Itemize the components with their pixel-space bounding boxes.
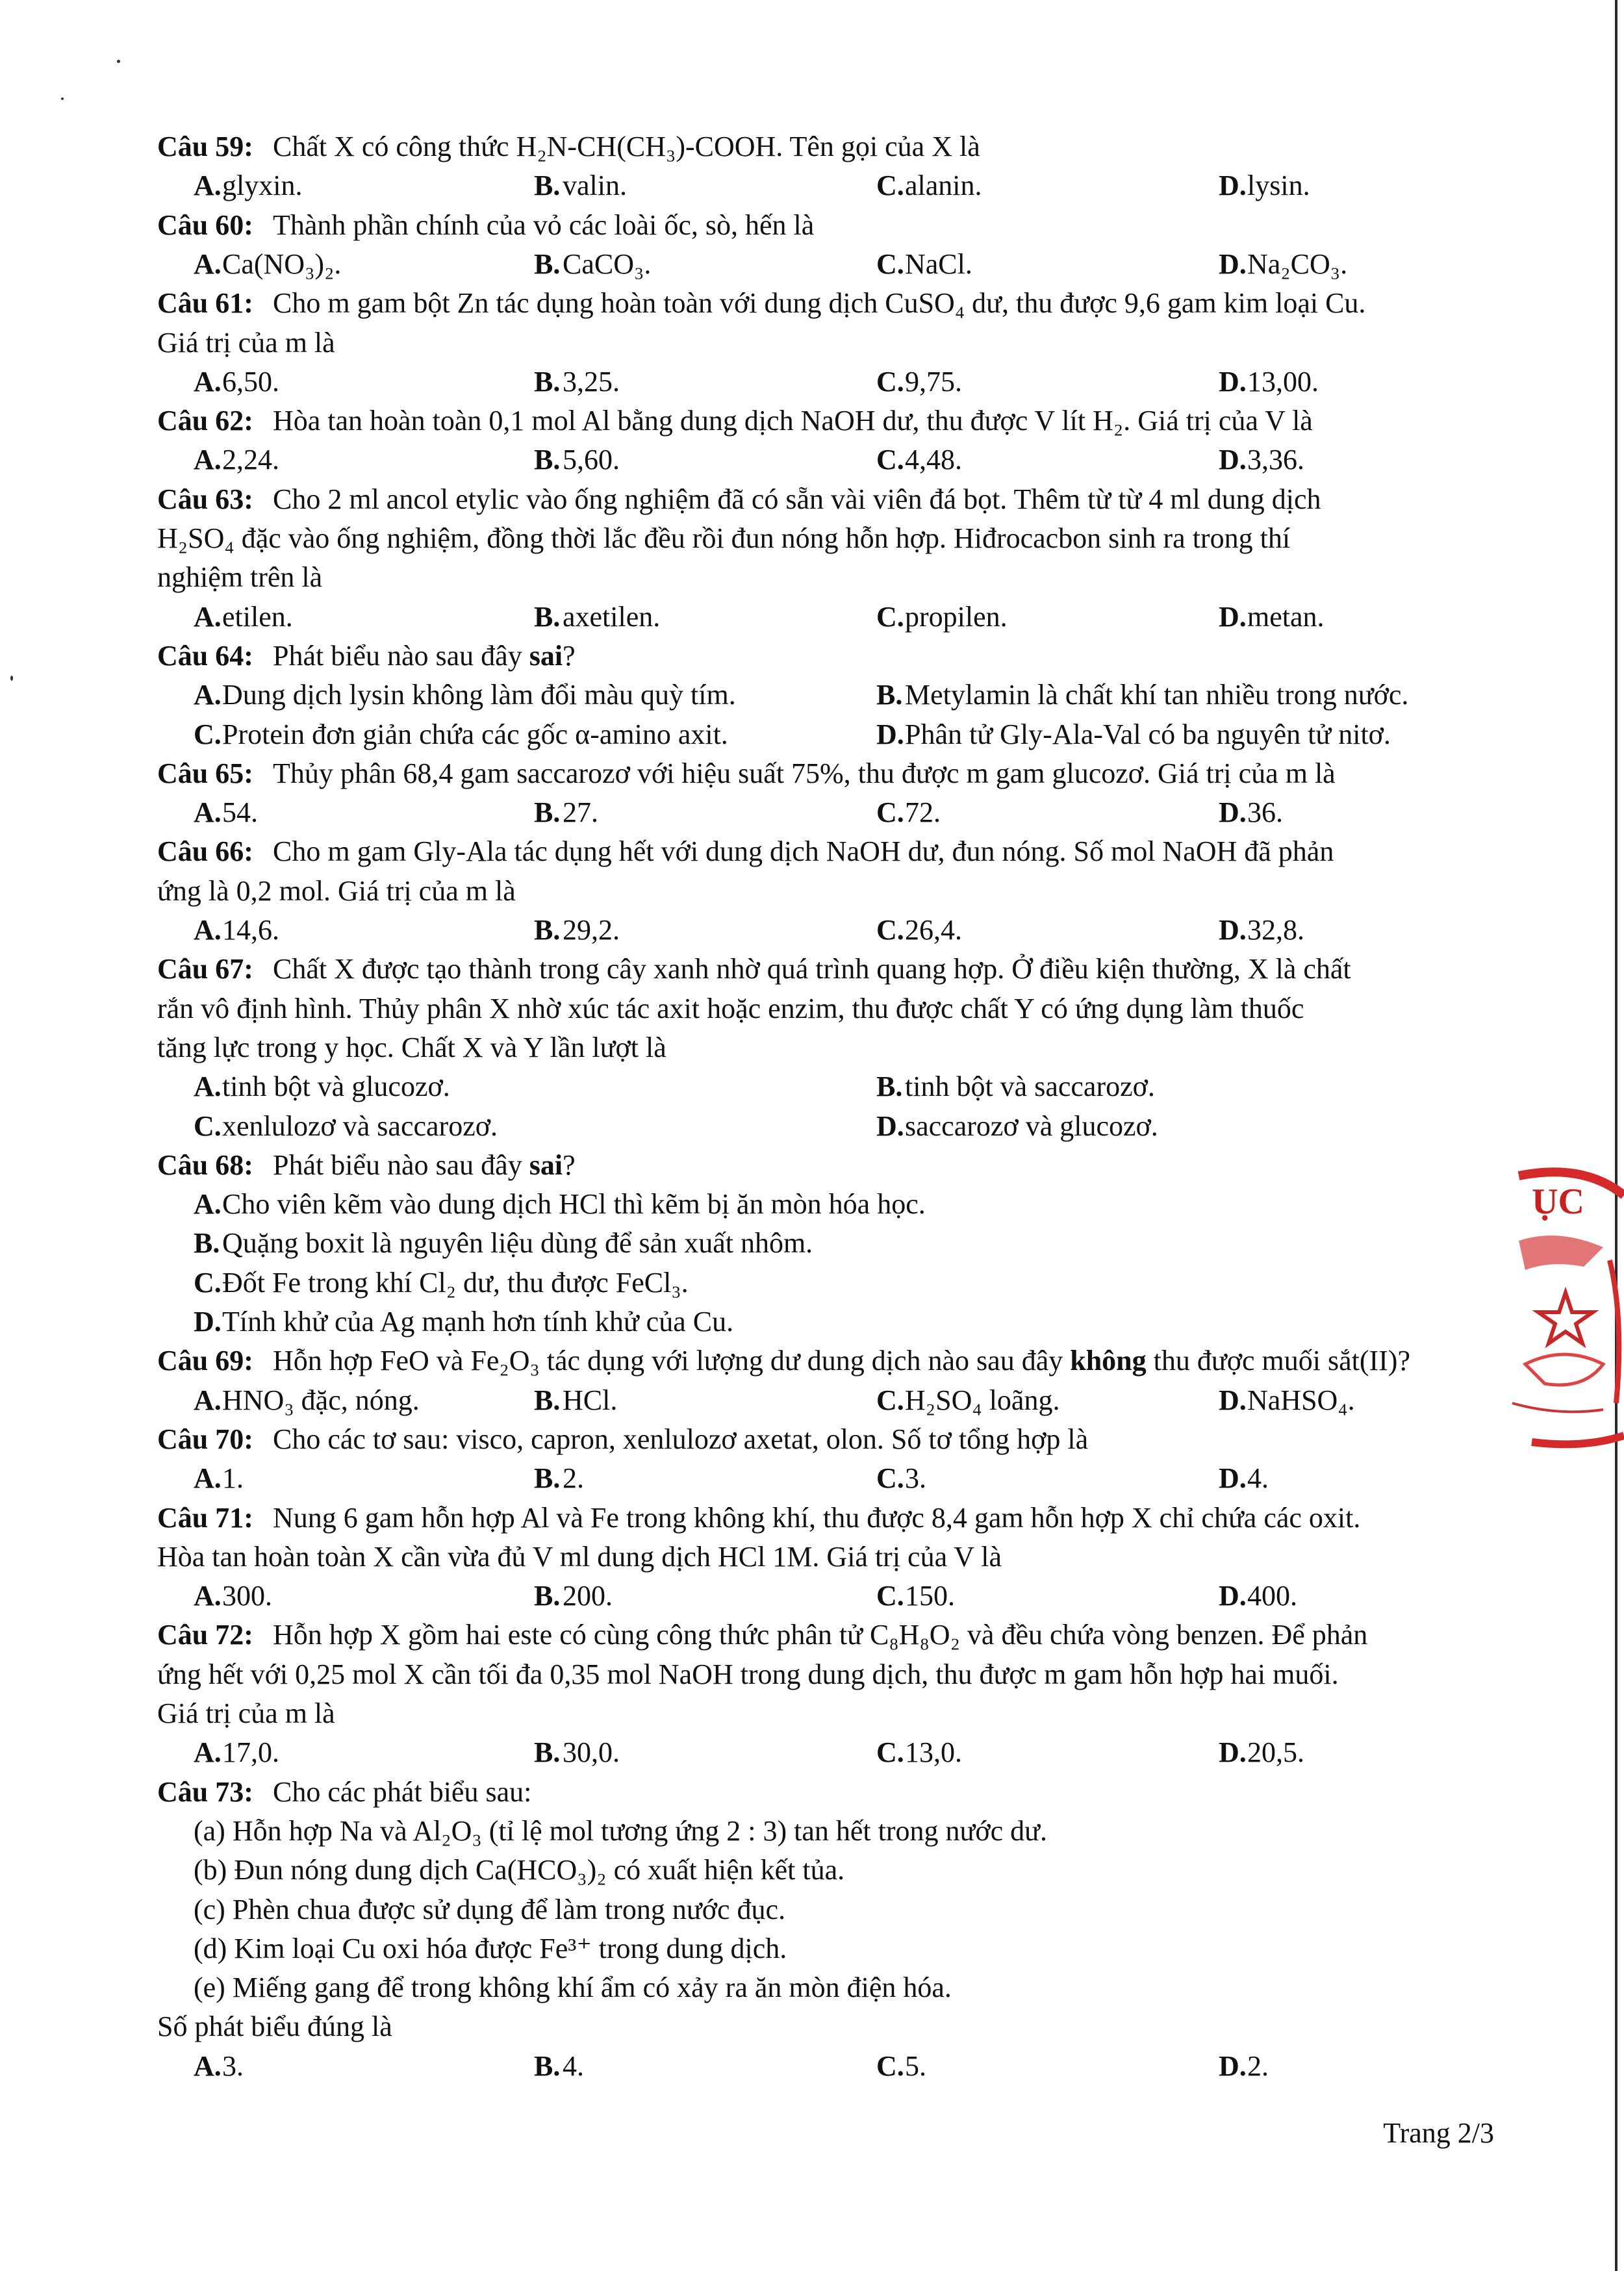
option-text: axetilen. — [563, 600, 661, 633]
question-stem-text: rắn vô định hình. Thủy phân X nhờ xúc tác axit hoặc enzim, thu được chất Y có ứng dụng làm thuốc — [157, 992, 1304, 1024]
option-text: HNO₃ đặc, nóng. — [222, 1384, 420, 1416]
option-text: 5,60. — [563, 444, 620, 476]
question-number: Câu 70: — [157, 1423, 253, 1455]
option-text: valin. — [563, 170, 627, 202]
option-text: Phân tử Gly-Ala-Val có ba nguyên tử nitơ. — [905, 718, 1391, 750]
option-label: C. — [194, 718, 222, 750]
option-text: 3,25. — [563, 365, 620, 398]
option-text: lysin. — [1247, 170, 1310, 202]
option-text: Protein đơn giản chứa các gốc α-amino axit. — [222, 718, 728, 750]
scan-speck — [10, 676, 13, 681]
question-number: Câu 72: — [157, 1619, 253, 1651]
question-stem-text: tăng lực trong y học. Chất X và Y lần lượt là — [157, 1031, 666, 1063]
option-text: 13,0. — [905, 1736, 962, 1769]
option-label: A. — [194, 1580, 222, 1612]
option-label: B. — [534, 1462, 561, 1495]
option-label: A. — [194, 2049, 222, 2082]
option-text: 36. — [1247, 796, 1283, 829]
option-text: 400. — [1247, 1580, 1297, 1612]
emphasis-keyword: sai — [529, 639, 563, 672]
option-label: B. — [534, 247, 561, 280]
option-label: A. — [194, 914, 222, 946]
option-label: A. — [194, 1736, 222, 1769]
option-label: A. — [194, 1071, 222, 1103]
option-label: D. — [1219, 1580, 1247, 1612]
option-label: C. — [876, 1462, 904, 1495]
option-label: D. — [1219, 170, 1247, 202]
question-stem-text: Cho các phát biểu sau: — [273, 1775, 532, 1808]
option-label: A. — [194, 365, 222, 398]
question-number: Câu 62: — [157, 405, 253, 437]
option-text: 5. — [905, 2049, 926, 2082]
emphasis-keyword: sai — [529, 1148, 563, 1181]
option-label: B. — [534, 796, 561, 829]
question-number: Câu 64: — [157, 639, 253, 672]
option-label: C. — [194, 1266, 222, 1299]
option-label: D. — [1219, 365, 1247, 398]
option-text: 1. — [222, 1462, 244, 1495]
option-text: 300. — [222, 1580, 272, 1612]
option-text: 9,75. — [905, 365, 962, 398]
question-number: Câu 67: — [157, 953, 253, 985]
question-stem-text: Giá trị của m là — [157, 1697, 335, 1729]
option-text: H₂SO₄ loãng. — [905, 1384, 1060, 1416]
option-label: C. — [876, 796, 904, 829]
option-text: 3. — [222, 2049, 244, 2082]
statement-text: (c) Phèn chua được sử dụng để làm trong nước đục. — [194, 1893, 786, 1925]
option-label: A. — [194, 247, 222, 280]
statement-text: (b) Đun nóng dung dịch Ca(HCO₃)₂ có xuất hiện kết tủa. — [194, 1854, 845, 1886]
option-text: HCl. — [563, 1384, 618, 1416]
option-label: C. — [876, 1384, 904, 1416]
option-label: D. — [1219, 1736, 1247, 1769]
option-label: C. — [194, 1110, 222, 1142]
option-text: NaHSO₄. — [1247, 1384, 1355, 1416]
option-label: C. — [876, 1580, 904, 1612]
page-number: Trang 2/3 — [1383, 2117, 1494, 2149]
question-number: Câu 61: — [157, 287, 253, 320]
option-label: A. — [194, 1384, 222, 1416]
question-number: Câu 69: — [157, 1345, 253, 1377]
option-text: 6,50. — [222, 365, 279, 398]
option-label: B. — [534, 1580, 561, 1612]
question-stem-text: Hòa tan hoàn toàn X cần vừa đủ V ml dung dịch HCl 1M. Giá trị của V là — [157, 1540, 1002, 1573]
option-label: D. — [1219, 1462, 1247, 1495]
option-text: 4. — [563, 2049, 584, 2082]
option-text: 32,8. — [1247, 914, 1304, 946]
option-label: C. — [876, 444, 904, 476]
option-text: tinh bột và saccarozơ. — [905, 1071, 1155, 1103]
option-text: Tính khử của Ag mạnh hơn tính khử của Cu. — [222, 1306, 734, 1338]
question-stem-text: Hòa tan hoàn toàn 0,1 mol Al bằng dung dịch NaOH dư, thu được V lít H₂. Giá trị của V là — [273, 405, 1313, 437]
option-text: 200. — [563, 1580, 613, 1612]
option-text: Na₂CO₃. — [1247, 247, 1348, 280]
question-number: Câu 65: — [157, 757, 253, 789]
option-text: saccarozơ và glucozơ. — [905, 1110, 1158, 1142]
option-label: D. — [876, 718, 904, 750]
option-label: C. — [876, 365, 904, 398]
option-text: glyxin. — [222, 170, 303, 202]
option-label: A. — [194, 1462, 222, 1495]
option-text: etilen. — [222, 600, 293, 633]
option-label: D. — [876, 1110, 904, 1142]
option-label: C. — [876, 600, 904, 633]
option-label: C. — [876, 2049, 904, 2082]
question-number: Câu 71: — [157, 1501, 253, 1534]
question-number: Câu 63: — [157, 483, 253, 515]
statement-text: (e) Miếng gang để trong không khí ẩm có xảy ra ăn mòn điện hóa. — [194, 1972, 952, 2004]
option-text: 2,24. — [222, 444, 279, 476]
option-label: C. — [876, 170, 904, 202]
option-label: D. — [1219, 796, 1247, 829]
option-text: 3. — [905, 1462, 926, 1495]
option-text: 4. — [1247, 1462, 1269, 1495]
option-label: D. — [1219, 247, 1247, 280]
option-label: D. — [1219, 1384, 1247, 1416]
question-stem-text: nghiệm trên là — [157, 561, 323, 594]
option-label: B. — [534, 600, 561, 633]
option-label: B. — [534, 1384, 561, 1416]
option-text: 29,2. — [563, 914, 620, 946]
question-stem-text: Hỗn hợp X gồm hai este có cùng công thức phân tử C₈H₈O₂ và đều chứa vòng benzen. Để phản — [273, 1619, 1368, 1651]
option-text: 3,36. — [1247, 444, 1304, 476]
option-label: A. — [194, 600, 222, 633]
option-text: 20,5. — [1247, 1736, 1304, 1769]
option-label: B. — [534, 914, 561, 946]
option-label: D. — [1219, 444, 1247, 476]
option-label: A. — [194, 796, 222, 829]
option-label: A. — [194, 679, 222, 711]
option-text: Dung dịch lysin không làm đổi màu quỳ tím. — [222, 679, 736, 711]
option-text: 13,00. — [1247, 365, 1319, 398]
question-number: Câu 68: — [157, 1148, 253, 1181]
option-label: B. — [534, 2049, 561, 2082]
question-stem-text: H₂SO₄ đặc vào ống nghiệm, đồng thời lắc đều rồi đun nóng hỗn hợp. Hiđrocacbon sinh ra trong thí — [157, 522, 1291, 554]
question-number: Câu 59: — [157, 131, 253, 162]
option-text: Metylamin là chất khí tan nhiều trong nước. — [905, 679, 1409, 711]
question-stem-text: Cho 2 ml ancol etylic vào ống nghiệm đã có sẵn vài viên đá bọt. Thêm từ từ 4 ml dung dịch — [273, 483, 1321, 515]
page-edge-line — [1615, 0, 1618, 2271]
question-stem-text: Thành phần chính của vỏ các loài ốc, sò, hến là — [273, 209, 815, 241]
option-text: Quặng boxit là nguyên liệu dùng để sản xuất nhôm. — [222, 1227, 813, 1260]
option-text: metan. — [1247, 600, 1325, 633]
question-stem-text: Chất X được tạo thành trong cây xanh nhờ quá trình quang hợp. Ở điều kiện thường, X là chất — [273, 953, 1351, 985]
statement-text: (d) Kim loại Cu oxi hóa được Fe³⁺ trong dung dịch. — [194, 1932, 787, 1964]
seal-text: ỤC — [1532, 1182, 1584, 1222]
option-label: C. — [876, 914, 904, 946]
option-text: Ca(NO₃)₂. — [222, 247, 342, 280]
option-text: 30,0. — [563, 1736, 620, 1769]
option-label: B. — [876, 679, 903, 711]
option-label: A. — [194, 1188, 222, 1221]
question-stem-text: Phát biểu nào sau đây sai? — [273, 639, 576, 672]
statement-text: (a) Hỗn hợp Na và Al₂O₃ (tỉ lệ mol tương ứng 2 : 3) tan hết trong nước dư. — [194, 1814, 1047, 1847]
question-number: Câu 73: — [157, 1775, 253, 1808]
option-label: C. — [876, 1736, 904, 1769]
question-stem-text: Thủy phân 68,4 gam saccarozơ với hiệu suất 75%, thu được m gam glucozơ. Giá trị của m là — [273, 757, 1336, 789]
emphasis-keyword: không — [1070, 1345, 1147, 1377]
option-text: CaCO₃. — [563, 247, 652, 280]
question-stem-text: Hỗn hợp FeO và Fe₂O₃ tác dụng với lượng dư dung dịch nào sau đây không thu được muối sắt(II)? — [273, 1345, 1410, 1377]
question-stem-text: Cho m gam Gly-Ala tác dụng hết với dung dịch NaOH dư, đun nóng. Số mol NaOH đã phản — [273, 835, 1334, 868]
option-text: NaCl. — [905, 247, 972, 280]
option-label: B. — [534, 170, 561, 202]
red-official-seal — [1506, 1156, 1624, 1455]
option-text: 72. — [905, 796, 941, 829]
option-label: A. — [194, 444, 222, 476]
question-stem-text: Cho các tơ sau: visco, capron, xenlulozơ axetat, olon. Số tơ tổng hợp là — [273, 1423, 1089, 1455]
question-stem-text: Nung 6 gam hỗn hợp Al và Fe trong không khí, thu được 8,4 gam hỗn hợp X chỉ chứa các oxit. — [273, 1501, 1361, 1534]
question-stem-text: Phát biểu nào sau đây sai? — [273, 1148, 576, 1181]
option-text: 14,6. — [222, 914, 279, 946]
question-number: Câu 66: — [157, 835, 253, 868]
scan-speck — [117, 60, 120, 63]
question-stem-text: ứng là 0,2 mol. Giá trị của m là — [157, 874, 516, 907]
option-label: A. — [194, 170, 222, 202]
question-stem-text: ứng hết với 0,25 mol X cần tối đa 0,35 mol NaOH trong dung dịch, thu được m gam hỗn hợp hai muối. — [157, 1658, 1339, 1690]
question-stem-text: Giá trị của m là — [157, 326, 335, 359]
question-stem-text: Cho m gam bột Zn tác dụng hoàn toàn với dung dịch CuSO₄ dư, thu được 9,6 gam kim loại Cu. — [273, 287, 1366, 320]
option-label: B. — [194, 1227, 220, 1260]
option-text: 2. — [563, 1462, 584, 1495]
option-label: C. — [876, 247, 904, 280]
option-label: B. — [534, 444, 561, 476]
option-text: 17,0. — [222, 1736, 279, 1769]
option-text: 150. — [905, 1580, 955, 1612]
option-text: propilen. — [905, 600, 1008, 633]
option-text: 54. — [222, 796, 258, 829]
option-label: D. — [1219, 2049, 1247, 2082]
option-text: 4,48. — [905, 444, 962, 476]
option-label: B. — [534, 1736, 561, 1769]
option-text: Đốt Fe trong khí Cl₂ dư, thu được FeCl₃. — [222, 1266, 689, 1299]
option-label: D. — [194, 1306, 222, 1338]
option-label: B. — [534, 365, 561, 398]
question-closing: Số phát biểu đúng là — [157, 2011, 392, 2043]
option-text: tinh bột và glucozơ. — [222, 1071, 450, 1103]
option-text: 27. — [563, 796, 598, 829]
scan-speck — [61, 97, 64, 100]
option-text: alanin. — [905, 170, 982, 202]
question-stem-text: Chất X có công thức H₂N-CH(CH₃)-COOH. Tên gọi của X là — [273, 131, 980, 162]
option-text: Cho viên kẽm vào dung dịch HCl thì kẽm bị ăn mòn hóa học. — [222, 1188, 926, 1221]
question-number: Câu 60: — [157, 209, 253, 241]
option-label: D. — [1219, 914, 1247, 946]
option-text: 26,4. — [905, 914, 962, 946]
option-text: 2. — [1247, 2049, 1269, 2082]
option-text: xenlulozơ và saccarozơ. — [222, 1110, 498, 1142]
option-label: B. — [876, 1071, 903, 1103]
option-label: D. — [1219, 600, 1247, 633]
